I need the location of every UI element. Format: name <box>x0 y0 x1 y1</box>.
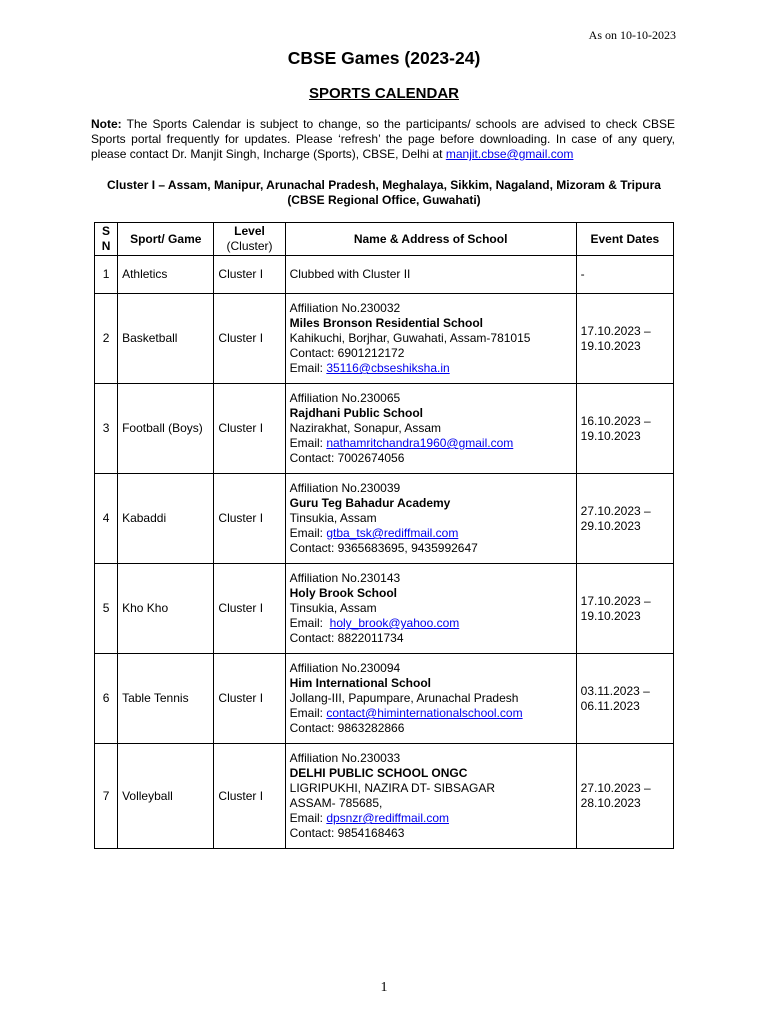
header-sport: Sport/ Game <box>118 223 214 256</box>
row-address: Tinsukia, Assam <box>289 511 377 525</box>
row-affiliation: Affiliation No.230065 <box>289 391 401 405</box>
row-email-label: Email: <box>289 706 327 720</box>
row-school-name: Holy Brook School <box>289 586 397 600</box>
table-row <box>95 384 674 474</box>
row-school-info <box>285 294 576 384</box>
row-sn: 5 <box>95 564 118 654</box>
page-title: CBSE Games (2023-24) <box>287 48 481 68</box>
row-sport: Basketball <box>118 294 214 384</box>
row-contact: Contact: 8822011734 <box>289 631 404 645</box>
row-dates: 17.10.2023 – 19.10.2023 <box>576 294 673 384</box>
page-number: 1 <box>380 980 388 995</box>
row-sn: 4 <box>95 474 118 564</box>
row-email-link[interactable]: 35116@cbseshiksha.in <box>326 361 450 375</box>
row-level: Cluster I <box>214 384 285 474</box>
note-paragraph <box>91 117 675 162</box>
header-sn: S N <box>95 223 118 256</box>
row-email-link[interactable]: nathamritchandra1960@gmail.com <box>326 436 514 450</box>
row-school-name: Rajdhani Public School <box>289 406 423 420</box>
row-sport: Athletics <box>118 256 214 294</box>
table-header-row <box>95 223 674 256</box>
table-row <box>95 744 674 849</box>
row-email <box>290 706 572 721</box>
row-email <box>290 811 572 826</box>
row-address: Tinsukia, Assam <box>289 601 377 615</box>
row-level: Cluster I <box>214 564 285 654</box>
note-contact-email-link[interactable]: manjit.cbse@gmail.com <box>445 147 574 161</box>
row-email-label: Email: <box>289 526 327 540</box>
row-sport: Kabaddi <box>118 474 214 564</box>
row-contact: Contact: 9854168463 <box>289 826 405 840</box>
row-dates: 17.10.2023 – 19.10.2023 <box>576 564 673 654</box>
row-contact: Contact: 7002674056 <box>289 451 405 465</box>
row-sn: 3 <box>95 384 118 474</box>
row-dates: 27.10.2023 – 29.10.2023 <box>576 474 673 564</box>
row-sn: 2 <box>95 294 118 384</box>
cluster-regional-office: (CBSE Regional Office, Guwahati) <box>287 193 481 207</box>
row-school-name: Guru Teg Bahadur Academy <box>289 496 451 510</box>
row-sport: Table Tennis <box>118 654 214 744</box>
cluster-heading <box>80 178 688 208</box>
row-school-name: DELHI PUBLIC SCHOOL ONGC <box>289 766 468 780</box>
row-level: Cluster I <box>214 474 285 564</box>
row-dates: 27.10.2023 – 28.10.2023 <box>576 744 673 849</box>
row-contact: Contact: 9365683695, 9435992647 <box>289 541 478 555</box>
row-dates: 03.11.2023 – 06.11.2023 <box>576 654 673 744</box>
row-contact: Contact: 9863282866 <box>289 721 405 735</box>
header-level <box>214 223 285 256</box>
row-school-info <box>285 564 576 654</box>
row-affiliation: Affiliation No.230039 <box>289 481 401 495</box>
row-sn: 1 <box>95 256 118 294</box>
row-address: Jollang-III, Papumpare, Arunachal Pradesh <box>289 691 519 705</box>
table-row <box>95 256 674 294</box>
row-school-name: Him International School <box>289 676 431 690</box>
row-sn: 7 <box>95 744 118 849</box>
row-email <box>290 616 572 631</box>
sports-calendar-table <box>94 222 674 849</box>
row-email-link[interactable]: contact@himinternationalschool.com <box>326 706 523 720</box>
row-level: Cluster I <box>214 256 285 294</box>
row-contact: Contact: 6901212172 <box>289 346 405 360</box>
row-email <box>290 436 572 451</box>
row-email <box>290 526 572 541</box>
row-affiliation: Affiliation No.230094 <box>289 661 401 675</box>
header-level-label: Level <box>234 224 265 238</box>
row-school-info <box>285 654 576 744</box>
note-text: The Sports Calendar is subject to change, so the participants/ schools are advised to check CBSE Sports portal frequently for updates. Please ‘refresh’ the page before downloading. In case of any query, please contact Dr. Manjit Singh, Incharge (Sports), CBSE, Delhi at <box>91 117 675 161</box>
row-level: Cluster I <box>214 294 285 384</box>
row-address-line2: ASSAM- 785685, <box>289 796 383 810</box>
row-email-link[interactable]: gtba_tsk@rediffmail.com <box>326 526 459 540</box>
row-school-info: Clubbed with Cluster II <box>285 256 576 294</box>
row-email-link[interactable]: dpsnzr@rediffmail.com <box>326 811 449 825</box>
row-level: Cluster I <box>214 654 285 744</box>
row-sport: Football (Boys) <box>118 384 214 474</box>
row-email-label: Email: <box>289 811 327 825</box>
row-level: Cluster I <box>214 744 285 849</box>
row-email-label: Email: <box>289 361 327 375</box>
table-row <box>95 474 674 564</box>
row-school-name: Miles Bronson Residential School <box>289 316 484 330</box>
row-dates: 16.10.2023 – 19.10.2023 <box>576 384 673 474</box>
header-dates: Event Dates <box>576 223 673 256</box>
cluster-states: Cluster I – Assam, Manipur, Arunachal Pradesh, Meghalaya, Sikkim, Nagaland, Mizoram & Tripura <box>107 178 661 192</box>
row-affiliation: Affiliation No.230033 <box>289 751 401 765</box>
row-email <box>290 361 572 376</box>
row-sport: Volleyball <box>118 744 214 849</box>
header-level-sub: (Cluster) <box>226 239 273 253</box>
table-row <box>95 564 674 654</box>
table-row <box>95 654 674 744</box>
row-address: Nazirakhat, Sonapur, Assam <box>289 421 442 435</box>
row-email-label: Email: <box>289 436 327 450</box>
row-sn: 6 <box>95 654 118 744</box>
as-on-date: As on 10-10-2023 <box>588 28 676 42</box>
table-row <box>95 294 674 384</box>
header-school: Name & Address of School <box>285 223 576 256</box>
note-label: Note: <box>91 117 122 131</box>
page-subtitle: SPORTS CALENDAR <box>308 85 459 102</box>
row-email-link[interactable]: holy_brook@yahoo.com <box>329 616 460 630</box>
row-address: LIGRIPUKHI, NAZIRA DT- SIBSAGAR <box>289 781 496 795</box>
row-email-label: Email: <box>289 616 330 630</box>
row-address: Kahikuchi, Borjhar, Guwahati, Assam-781015 <box>289 331 531 345</box>
row-affiliation: Affiliation No.230032 <box>289 301 401 315</box>
row-school-info <box>285 474 576 564</box>
row-dates: - <box>576 256 673 294</box>
row-school-info <box>285 744 576 849</box>
row-sport: Kho Kho <box>118 564 214 654</box>
row-affiliation: Affiliation No.230143 <box>289 571 401 585</box>
row-school-info <box>285 384 576 474</box>
